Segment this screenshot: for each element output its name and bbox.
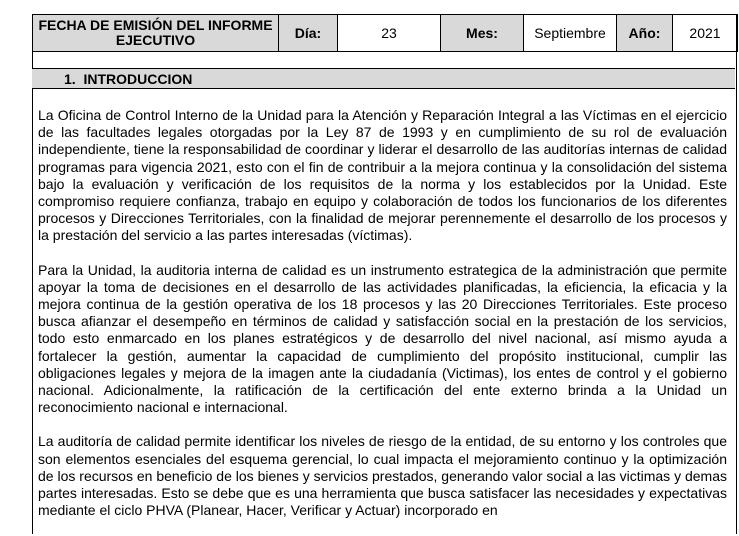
year-value: 2021 xyxy=(673,15,738,52)
report-date-table xyxy=(32,14,738,52)
spacer-row xyxy=(32,51,735,69)
month-label: Mes: xyxy=(441,15,524,52)
report-date-title: FECHA DE EMISIÓN DEL INFORME EJECUTIVO xyxy=(33,15,279,52)
day-label: Día: xyxy=(279,15,338,52)
introduction-body xyxy=(38,107,727,536)
paragraph: La Oficina de Control Interno de la Unidad para la Atención y Reparación Integral a las Víctimas en el ejercicio de las facultades legales otorgadas por la Ley 87 de 1993 y en cumplimiento de su rol de evaluación independiente, tiene la responsabilidad de coordinar y liderar el desarrollo de las auditorías internas de calidad programas para vigencia 2021, esto con el fin de contribuir a la mejora continua y la consolidación del sistema bajo la evaluación y verificación de los requisitos de la norma y los establecidos por la Unidad. Este compromiso requiere confianza, trabajo en equipo y colaboración de todos los funcionarios de los diferentes procesos y Direcciones Territoriales, con la finalidad de mejorar perennemente el desarrollo de los procesos y la prestación del servicio a las partes interesadas (víctimas). xyxy=(38,107,727,244)
paragraph: La auditoría de calidad permite identificar los niveles de riesgo de la entidad, de su entorno y los controles que son elementos esenciales del esquema gerencial, lo cual impacta el mejoramiento continuo y la optimización de los recursos en beneficio de los bienes y servicios prestados, generando valor social a las victimas y demas partes interesadas. Esto se debe que es una herramienta que busca satisfacer las necesidades y expectativas mediante el ciclo PHVA (Planear, Hacer, Verificar y Actuar) incorporado en xyxy=(38,433,727,519)
year-label: Año: xyxy=(617,15,673,52)
section-heading xyxy=(32,69,735,89)
section-title: INTRODUCCION xyxy=(83,71,193,87)
month-value: Septiembre xyxy=(524,15,617,52)
section-number: 1. xyxy=(64,71,76,87)
paragraph: Para la Unidad, la auditoria interna de calidad es un instrumento estrategica de la administración que permite apoyar la toma de decisiones en el desarrollo de las actividades planificadas, la eficiencia, la eficacia y la mejora continua de la gestión operativa de los 18 procesos y las 20 Direcciones Territoriales. Este proceso busca afianzar el desempeño en términos de calidad y satisfacción social en la prestación de los servicios, todo esto enmarcado en los planes estratégicos y de desarrollo del nivel nacional, así mismo ayuda a fortalecer la gestión, aumentar la capacidad de cumplimiento del propósito institucional, cumplir las obligaciones legales y mejora de la imagen ante la ciudadanía (Victimas), los entes de control y el gobierno nacional. Adicionalmente, la ratificación de la certificación del ente externo brinda a la Unidad un reconocimiento nacional e internacional. xyxy=(38,261,727,416)
day-value: 23 xyxy=(338,15,441,52)
